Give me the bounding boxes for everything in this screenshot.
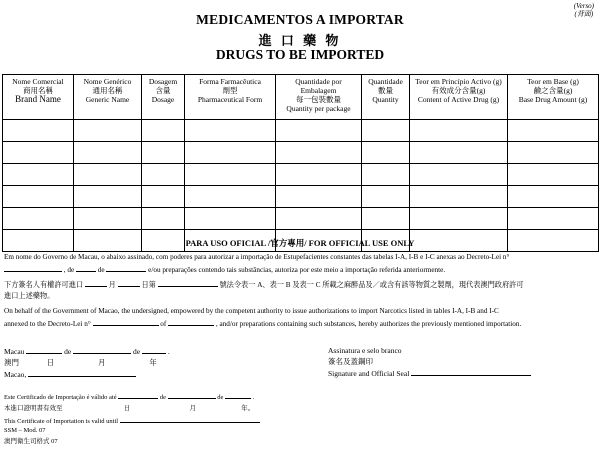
table-cell[interactable] [185, 208, 276, 230]
table-cell[interactable] [142, 208, 185, 230]
en-line-1: On behalf of the Government of Macao, the undersigned, empowered by the competent authority to issue authorizations to import Narcotics listed in tables I-A, I-B and I-C [4, 307, 499, 315]
signature-block [328, 345, 598, 379]
table-cell[interactable] [276, 164, 362, 186]
table-cell[interactable] [3, 186, 74, 208]
table-cell[interactable] [276, 120, 362, 142]
table-row [3, 208, 599, 230]
form-code: SSM – Mod. 07 [4, 427, 46, 434]
pt-decree-field[interactable] [4, 263, 62, 272]
verso-zh: (背面) [574, 10, 594, 18]
col-quantity: Quantidade 數量 Quantity [362, 75, 410, 120]
signature-en: Signature and Official Seal [328, 369, 410, 378]
signature-pt: Assinatura e selo branco [328, 346, 402, 355]
macau-year-field[interactable] [142, 345, 166, 354]
table-cell[interactable] [276, 186, 362, 208]
macao-date-field[interactable] [28, 368, 136, 377]
table-cell[interactable] [3, 120, 74, 142]
col-dosage: Dosagem 含量 Dosage [142, 75, 185, 120]
table-cell[interactable] [362, 142, 410, 164]
signature-field[interactable] [411, 367, 531, 376]
validity-month-field[interactable] [168, 390, 216, 399]
table-cell[interactable] [3, 142, 74, 164]
validity-en-field[interactable] [120, 414, 260, 423]
form-footer [4, 425, 596, 447]
title-en: DRUGS TO BE IMPORTED [215, 47, 385, 62]
official-use-heading: PARA USO OFICIAL /官方專用/ FOR OFFICIAL USE ONLY [185, 238, 415, 248]
validity-day-field[interactable] [118, 390, 158, 399]
table-cell[interactable] [74, 164, 142, 186]
table-cell[interactable] [508, 120, 599, 142]
table-cell[interactable] [276, 208, 362, 230]
table-cell[interactable] [410, 164, 508, 186]
table-cell[interactable] [410, 186, 508, 208]
table-cell[interactable] [410, 142, 508, 164]
table-cell[interactable] [362, 120, 410, 142]
zh-year-field[interactable] [85, 278, 107, 287]
table-cell[interactable] [276, 142, 362, 164]
table-cell[interactable] [142, 120, 185, 142]
pt-month-field[interactable] [106, 263, 146, 272]
table-row [3, 120, 599, 142]
drugs-table [2, 74, 599, 252]
table-cell[interactable] [3, 164, 74, 186]
table-cell[interactable] [185, 186, 276, 208]
table-cell[interactable] [508, 186, 599, 208]
validity-year-field[interactable] [225, 390, 251, 399]
table-cell[interactable] [362, 186, 410, 208]
date-block: Macau de de . 澳門 日 月 年 Macao, [4, 347, 170, 379]
table-cell[interactable] [362, 208, 410, 230]
macau-month-field[interactable] [73, 345, 131, 354]
col-brand-name: Nome Comercial 商用名稱 Brand Name [3, 75, 74, 120]
portuguese-paragraph: Em nome do Governo de Macau, o abaixo assinado, com poderes para autorizar a importação de Estupefacientes constantes das tabelas I-A, I-B e I-C anexas ao Decreto-Lei n° , de de e/ou preparações contendo tais substâncias, autoriza por este meio a importação referida anteriormente. [4, 252, 596, 276]
table-cell[interactable] [185, 142, 276, 164]
col-pharmaceutical-form: Forma Farmacêutica 劑型 Pharmaceutical Form [185, 75, 276, 120]
table-cell[interactable] [410, 120, 508, 142]
chinese-paragraph: 下方簽名人有權許可進口 月 日第 號法令表一 A、表一 B 及表一 C 所載之麻醉品及／或含有該等物質之製劑，現代表澳門政府許可 進口上述藥物。 [4, 278, 596, 302]
title-pt: MEDICAMENTOS A IMPORTAR [196, 12, 404, 27]
col-base-drug-amount: Teor em Base (g) 鹼之含量(g) Base Drug Amount (g) [508, 75, 599, 120]
table-cell[interactable] [410, 208, 508, 230]
table-cell[interactable] [74, 208, 142, 230]
macau-day-field[interactable] [26, 345, 62, 354]
table-row [3, 164, 599, 186]
form-code-zh: 澳門衛生司格式 07 [4, 438, 58, 445]
table-cell[interactable] [508, 208, 599, 230]
table-cell[interactable] [185, 164, 276, 186]
title-zh: 進 口 藥 物 [258, 33, 342, 48]
table-cell[interactable] [142, 186, 185, 208]
table-cell[interactable] [74, 142, 142, 164]
zh-month-field[interactable] [118, 278, 140, 287]
table-row [3, 186, 599, 208]
table-cell[interactable] [142, 142, 185, 164]
table-cell[interactable] [508, 142, 599, 164]
signature-zh: 簽名及蓋鋼印 [328, 357, 373, 366]
table-cell[interactable] [508, 164, 599, 186]
table-header-row [3, 75, 599, 120]
en-decree-field[interactable] [93, 317, 159, 326]
table-cell[interactable] [362, 164, 410, 186]
table-cell[interactable] [3, 208, 74, 230]
verso-pt: (Verso) [573, 2, 594, 10]
col-generic-name: Nome Genérico 通用名稱 Generic Name [74, 75, 142, 120]
pt-day-field[interactable] [76, 263, 96, 272]
pt-line-1: Em nome do Governo de Macau, o abaixo assinado, com poderes para autorizar a importação de Estupefacientes constantes das tabelas I-A, I-B e I-C anexas ao Decreto-Lei n° [4, 253, 510, 261]
table-cell[interactable] [74, 186, 142, 208]
table-cell[interactable] [74, 120, 142, 142]
col-active-drug-content: Teor em Princípio Activo (g) 有效成分含量(g) Content of Active Drug (g) [410, 75, 508, 120]
validity-block: Este Certificado de Importação é válido até de de . 本進口證明書有效至 日 月 年。 This Certificate of Importation is valid until [4, 390, 596, 427]
english-paragraph: On behalf of the Government of Macao, the undersigned, empowered by the competent authority to issue authorizations to import Narcotics listed in tables I-A, I-B and I-C annexed to the Decreto-Lei n° of , and/or preparations containing such substances, hereby authorizes the previously mentioned importation. [4, 306, 596, 330]
en-date-field[interactable] [168, 317, 214, 326]
table-row [3, 142, 599, 164]
table-cell[interactable] [142, 164, 185, 186]
zh-decree-field[interactable] [158, 278, 218, 287]
table-cell[interactable] [185, 120, 276, 142]
col-quantity-per-package: Quantidade por Embalagem 每一包裝數量 Quantity per package [276, 75, 362, 120]
